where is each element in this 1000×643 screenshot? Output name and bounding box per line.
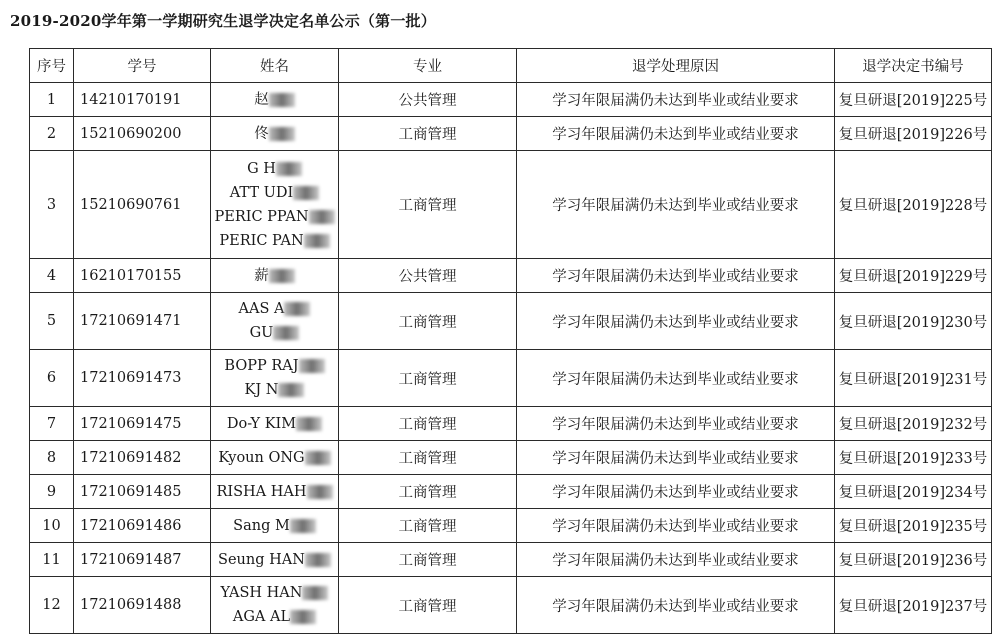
- withdrawal-list-table: [29, 48, 992, 634]
- cell-reason: 学习年限届满仍未达到毕业或结业要求: [517, 509, 835, 543]
- name-text: Kyoun ONG: [218, 449, 305, 466]
- header-reason: 退学处理原因: [517, 49, 835, 83]
- redaction-mark: [305, 451, 331, 465]
- name-text: KJ N: [244, 382, 279, 398]
- name-text: PERIC PAN: [219, 232, 304, 249]
- cell-student-id: 14210170191: [74, 83, 211, 117]
- table-row: [30, 117, 992, 151]
- cell-decision-number: 复旦研退[2019]237号: [835, 577, 992, 634]
- cell-name: [211, 117, 339, 151]
- name-text: BOPP RAJ: [224, 358, 299, 374]
- cell-major: 工商管理: [339, 509, 517, 543]
- cell-index: 8: [30, 441, 74, 475]
- table-row: [30, 577, 992, 634]
- redaction-mark: [296, 417, 322, 431]
- cell-major: 工商管理: [339, 407, 517, 441]
- redaction-mark: [273, 326, 299, 340]
- cell-decision-number: 复旦研退[2019]236号: [835, 543, 992, 577]
- redaction-mark: [269, 127, 295, 141]
- name-text: 佟: [254, 125, 269, 142]
- redaction-mark: [304, 234, 330, 248]
- cell-major: 工商管理: [339, 441, 517, 475]
- cell-reason: 学习年限届满仍未达到毕业或结业要求: [517, 441, 835, 475]
- cell-index: 5: [30, 293, 74, 350]
- table-row: [30, 509, 992, 543]
- name-line: [211, 229, 338, 253]
- name-text: ATT UDI: [229, 184, 294, 201]
- cell-name: [211, 509, 339, 543]
- name-text: Seung HAN: [218, 551, 305, 568]
- cell-decision-number: 复旦研退[2019]228号: [835, 151, 992, 259]
- cell-index: 9: [30, 475, 74, 509]
- cell-name: [211, 151, 339, 259]
- name-line: [211, 88, 338, 112]
- name-text: YASH HAN: [220, 585, 303, 601]
- cell-index: 7: [30, 407, 74, 441]
- cell-decision-number: 复旦研退[2019]230号: [835, 293, 992, 350]
- cell-reason: 学习年限届满仍未达到毕业或结业要求: [517, 543, 835, 577]
- name-line: [211, 157, 338, 181]
- name-line: [211, 548, 338, 572]
- cell-index: 12: [30, 577, 74, 634]
- cell-reason: 学习年限届满仍未达到毕业或结业要求: [517, 259, 835, 293]
- redaction-mark: [269, 269, 295, 283]
- cell-name: [211, 543, 339, 577]
- cell-major: 工商管理: [339, 577, 517, 634]
- cell-name: [211, 350, 339, 407]
- redaction-mark: [278, 383, 304, 397]
- header-student-id: 学号: [74, 49, 211, 83]
- name-line: [211, 264, 338, 288]
- cell-major: 工商管理: [339, 475, 517, 509]
- cell-reason: 学习年限届满仍未达到毕业或结业要求: [517, 577, 835, 634]
- name-line: [211, 446, 338, 470]
- name-text: PERIC PPAN: [214, 208, 309, 225]
- cell-reason: 学习年限届满仍未达到毕业或结业要求: [517, 117, 835, 151]
- cell-index: 11: [30, 543, 74, 577]
- cell-index: 3: [30, 151, 74, 259]
- cell-index: 6: [30, 350, 74, 407]
- cell-decision-number: 复旦研退[2019]225号: [835, 83, 992, 117]
- name-text: Sang M: [233, 517, 290, 534]
- cell-decision-number: 复旦研退[2019]226号: [835, 117, 992, 151]
- name-text: AGA AL: [232, 609, 291, 625]
- cell-major: 工商管理: [339, 293, 517, 350]
- table-row: [30, 543, 992, 577]
- name-text: GU: [249, 325, 274, 341]
- cell-name: [211, 259, 339, 293]
- name-line: [211, 181, 338, 205]
- cell-student-id: 16210170155: [74, 259, 211, 293]
- name-line: [211, 514, 338, 538]
- table-row: [30, 83, 992, 117]
- cell-name: [211, 577, 339, 634]
- cell-name: [211, 475, 339, 509]
- cell-reason: 学习年限届满仍未达到毕业或结业要求: [517, 83, 835, 117]
- name-line: [211, 122, 338, 146]
- name-line: [211, 205, 338, 229]
- cell-major: 工商管理: [339, 151, 517, 259]
- name-text: Do-Y KIM: [226, 415, 297, 432]
- table-header-row: [30, 49, 992, 83]
- redaction-mark: [307, 485, 333, 499]
- cell-reason: 学习年限届满仍未达到毕业或结业要求: [517, 151, 835, 259]
- cell-name: [211, 441, 339, 475]
- document-title: 2019-2020学年第一学期研究生退学决定名单公示（第一批）: [10, 12, 436, 30]
- name-line: [211, 321, 338, 345]
- cell-student-id: 17210691475: [74, 407, 211, 441]
- cell-student-id: 15210690200: [74, 117, 211, 151]
- name-line: [211, 605, 338, 629]
- name-text: 薪: [254, 267, 269, 284]
- cell-index: 1: [30, 83, 74, 117]
- name-line: [211, 378, 338, 402]
- name-line: [211, 412, 338, 436]
- cell-student-id: 17210691485: [74, 475, 211, 509]
- header-decision-number: 退学决定书编号: [835, 49, 992, 83]
- redaction-mark: [290, 610, 316, 624]
- cell-reason: 学习年限届满仍未达到毕业或结业要求: [517, 350, 835, 407]
- cell-student-id: 17210691486: [74, 509, 211, 543]
- redaction-mark: [269, 93, 295, 107]
- name-line: [211, 297, 338, 321]
- name-line: [211, 480, 338, 504]
- redaction-mark: [299, 359, 325, 373]
- cell-decision-number: 复旦研退[2019]233号: [835, 441, 992, 475]
- cell-decision-number: 复旦研退[2019]232号: [835, 407, 992, 441]
- cell-index: 2: [30, 117, 74, 151]
- table-row: [30, 407, 992, 441]
- cell-major: 工商管理: [339, 543, 517, 577]
- header-index: 序号: [30, 49, 74, 83]
- table-row: [30, 350, 992, 407]
- cell-major: 工商管理: [339, 117, 517, 151]
- name-line: [211, 581, 338, 605]
- redaction-mark: [290, 519, 316, 533]
- cell-name: [211, 83, 339, 117]
- cell-decision-number: 复旦研退[2019]235号: [835, 509, 992, 543]
- redaction-mark: [309, 210, 335, 224]
- redaction-mark: [293, 186, 319, 200]
- cell-index: 4: [30, 259, 74, 293]
- redaction-mark: [305, 553, 331, 567]
- cell-student-id: 17210691471: [74, 293, 211, 350]
- table-row: [30, 293, 992, 350]
- cell-reason: 学习年限届满仍未达到毕业或结业要求: [517, 407, 835, 441]
- cell-name: [211, 293, 339, 350]
- cell-student-id: 17210691473: [74, 350, 211, 407]
- cell-decision-number: 复旦研退[2019]231号: [835, 350, 992, 407]
- cell-student-id: 17210691487: [74, 543, 211, 577]
- name-text: AAS A: [238, 301, 285, 317]
- cell-student-id: 17210691488: [74, 577, 211, 634]
- cell-student-id: 15210690761: [74, 151, 211, 259]
- name-text: RISHA HAH: [216, 483, 307, 500]
- name-text: G H: [247, 160, 276, 177]
- cell-index: 10: [30, 509, 74, 543]
- name-text: 赵: [254, 91, 269, 108]
- cell-student-id: 17210691482: [74, 441, 211, 475]
- table-row: [30, 151, 992, 259]
- cell-name: [211, 407, 339, 441]
- header-major: 专业: [339, 49, 517, 83]
- cell-decision-number: 复旦研退[2019]229号: [835, 259, 992, 293]
- table-row: [30, 475, 992, 509]
- header-name: 姓名: [211, 49, 339, 83]
- table-row: [30, 441, 992, 475]
- cell-major: 公共管理: [339, 83, 517, 117]
- table-row: [30, 259, 992, 293]
- redaction-mark: [284, 302, 310, 316]
- cell-reason: 学习年限届满仍未达到毕业或结业要求: [517, 475, 835, 509]
- cell-major: 工商管理: [339, 350, 517, 407]
- redaction-mark: [276, 162, 302, 176]
- redaction-mark: [302, 586, 328, 600]
- cell-reason: 学习年限届满仍未达到毕业或结业要求: [517, 293, 835, 350]
- cell-major: 公共管理: [339, 259, 517, 293]
- cell-decision-number: 复旦研退[2019]234号: [835, 475, 992, 509]
- name-line: [211, 354, 338, 378]
